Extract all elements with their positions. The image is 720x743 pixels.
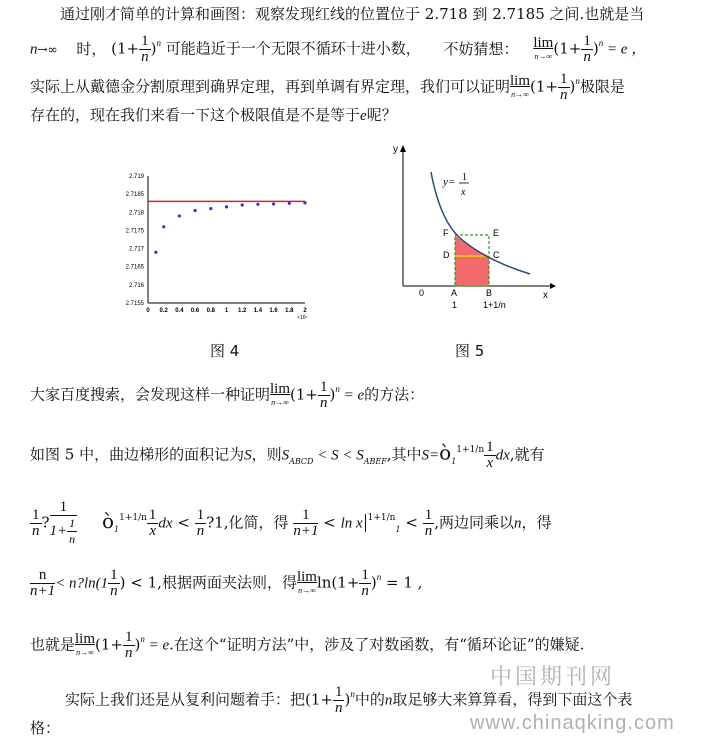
data-point (225, 205, 228, 208)
y-tick-label: 2.7165 (125, 264, 144, 271)
para1-line3: 实际上从戴德金分割原理到确界定理，再到单调有界定理，我们可以证明 lim n→∞ (1+ $\frac{1}{n}$ )$^n$极限是 (30, 71, 625, 103)
lim-operator: lim n→∞ (533, 34, 554, 61)
curve-num: 1 (462, 172, 467, 183)
guess-text: 不妨猜想： (443, 39, 519, 58)
curve-label: y= (443, 176, 456, 188)
data-point (154, 251, 157, 254)
data-point (303, 201, 306, 204)
data-point (162, 225, 165, 228)
y-tick-label: 2.716 (128, 282, 144, 289)
watermark-url: www.chinaqking.com (470, 712, 675, 734)
x-exponent: ×10⁷ (297, 315, 308, 321)
y-tick-label: 2.7155 (125, 301, 144, 307)
para1-line2: n→∞ 时， (1+ $\frac{1}{n}$ )$^n$ 可能趋近于一个无限不循环十进小数， 不妨猜想： lim n→∞ (1+ $\frac{1}{n}$ )$^n$ = e ， (30, 33, 647, 65)
data-point (194, 209, 197, 212)
paren-close: ) (150, 39, 157, 58)
e-symbol: e (360, 108, 367, 124)
frac-1-over-n-2: $\frac{1}{n}$ (583, 33, 591, 65)
para6: 也就是 lim n→∞ (1+ $\frac{1}{n}$ )$^n$ = e.在这个“证明方法”中，涉及了对数函数，有“循环论证”的嫌疑. (30, 629, 585, 661)
x-tick-label: 0.2 (159, 308, 168, 314)
fig5-diagram (385, 140, 560, 315)
label-C: C (493, 250, 500, 260)
y-tick-label: 2.718 (128, 210, 144, 217)
para1-line4: 存在的，现在我们来看一下这个极限值是不是等于e呢？ (30, 106, 397, 124)
para7-line2: 格： (30, 719, 61, 737)
para5: $\frac{n}{n+1}$ < n?ln(1 $\frac{1}{n}$ ) < 1,根据两面夹法则，得 lim n→∞ ln(1+ $\frac{1}{n}$ )$^n$ = 1 , (30, 567, 423, 599)
data-point (256, 203, 259, 206)
x-tick-label: 0.4 (175, 308, 184, 314)
x-tick-label: 0.8 (206, 308, 215, 314)
label-A: A (451, 288, 458, 298)
tick-1: 1 (452, 300, 458, 310)
x-tick-label: 1.2 (238, 308, 247, 314)
x-axis-arrow (550, 283, 556, 289)
equals-e: = e ， (603, 41, 647, 58)
para1-line1: 通过刚才简单的计算和画图：观察发现红线的位置位于 2.718 到 2.7185 之间.也就是当 (60, 5, 645, 23)
y-tick-label: 2.7185 (125, 192, 144, 199)
x-tick-label: 0 (146, 308, 150, 314)
x-tick-label: 2 (303, 308, 307, 314)
x-tick-label: 1 (224, 308, 229, 314)
line3-text: 实际上从戴德金分割原理到确界定理，再到单调有界定理，我们可以证明 (30, 77, 511, 96)
x-tick-label: 1.4 (253, 308, 263, 314)
data-point (209, 207, 212, 210)
para2: 大家百度搜索，会发现这样一种证明 lim n→∞ (1+ $\frac{1}{n}$ )$^n$ = e的方法： (30, 379, 425, 411)
label-E: E (493, 228, 500, 238)
y-tick-label: 2.7175 (125, 228, 144, 235)
lim-operator-2: lim n→∞ (510, 72, 531, 99)
power-n-2: n (598, 37, 604, 48)
x-label: x (543, 290, 548, 301)
x-tick-label: 1.8 (285, 308, 294, 314)
lim-operator-3: lim n→∞ (270, 380, 291, 407)
integral-symbol: ò (439, 440, 452, 465)
label-O: 0 (419, 288, 425, 298)
fig4-chart (110, 168, 310, 328)
y-tick-label: 2.717 (128, 246, 144, 253)
S-symbol: S (244, 447, 252, 464)
power-n: n (156, 37, 161, 48)
y-tick-label: 2.719 (128, 174, 144, 180)
watermark-cn: 中国期刊网 (490, 664, 616, 689)
curve-den: x (461, 187, 466, 198)
frac-1-over-n: $\frac{1}{n}$ (141, 33, 149, 65)
when-text: 时， (76, 39, 107, 58)
frac-1-over-n-4: $\frac{1}{n}$ (320, 379, 328, 411)
phrase1: 可能趋近于一个无限不循环十进小数， (165, 39, 421, 58)
sub-ABCD: ABCD (289, 456, 314, 466)
para7: 实际上我们还是从复利问题着手：把(1+ $\frac{1}{n}$ )$^n$中的n取足够大来算算看，得到下面这个表 (65, 684, 633, 716)
y-axis-arrow (400, 145, 406, 152)
tick-1-plus-1-over-n: 1+1/n (483, 300, 506, 310)
fig4-caption: 图 4 (210, 342, 240, 360)
para4: $\frac{1}{n}$ ? 1 1+ $\frac{1}{n}$ $ò_1^{1+1/n}$ $\frac{1}{x}$ dx < $\frac{1}{n}$ ?1,化简，得 $\frac{1}{n+1}$ < ln x $^{1+1/n}_1$ < $\frac{1}{n}$ ,两边同乘以n，得 (32, 499, 552, 546)
data-point (241, 203, 244, 206)
x-tick-label: 1.6 (269, 308, 278, 314)
arrow-inf: →∞ (37, 42, 58, 57)
label-F: F (443, 228, 449, 238)
n-symbol: n (30, 41, 38, 58)
label-B: B (486, 288, 493, 298)
data-point (178, 214, 181, 217)
data-point (272, 202, 275, 205)
label-D: D (443, 250, 450, 260)
expr-open: (1+ (111, 39, 140, 58)
para3: 如图 5 中，曲边梯形的面积记为S，则$S_{ABCD} < S < S_{ABEF}$,其中$S=ò_1^{1+1/n}$ $\frac{1}{x}$ dx,就有 (30, 439, 545, 471)
curved-trapezoid (455, 235, 489, 286)
line3b-text: 极限是 (579, 77, 625, 96)
data-point (288, 202, 291, 205)
sub-ABEF: ABEF (363, 456, 387, 466)
expr-open-2: (1+ (553, 39, 582, 58)
y-label: y (393, 144, 398, 155)
frac-1-over-n-3: $\frac{1}{n}$ (560, 71, 568, 103)
fig5-caption: 图 5 (455, 342, 485, 360)
x-tick-label: 0.6 (190, 308, 200, 314)
